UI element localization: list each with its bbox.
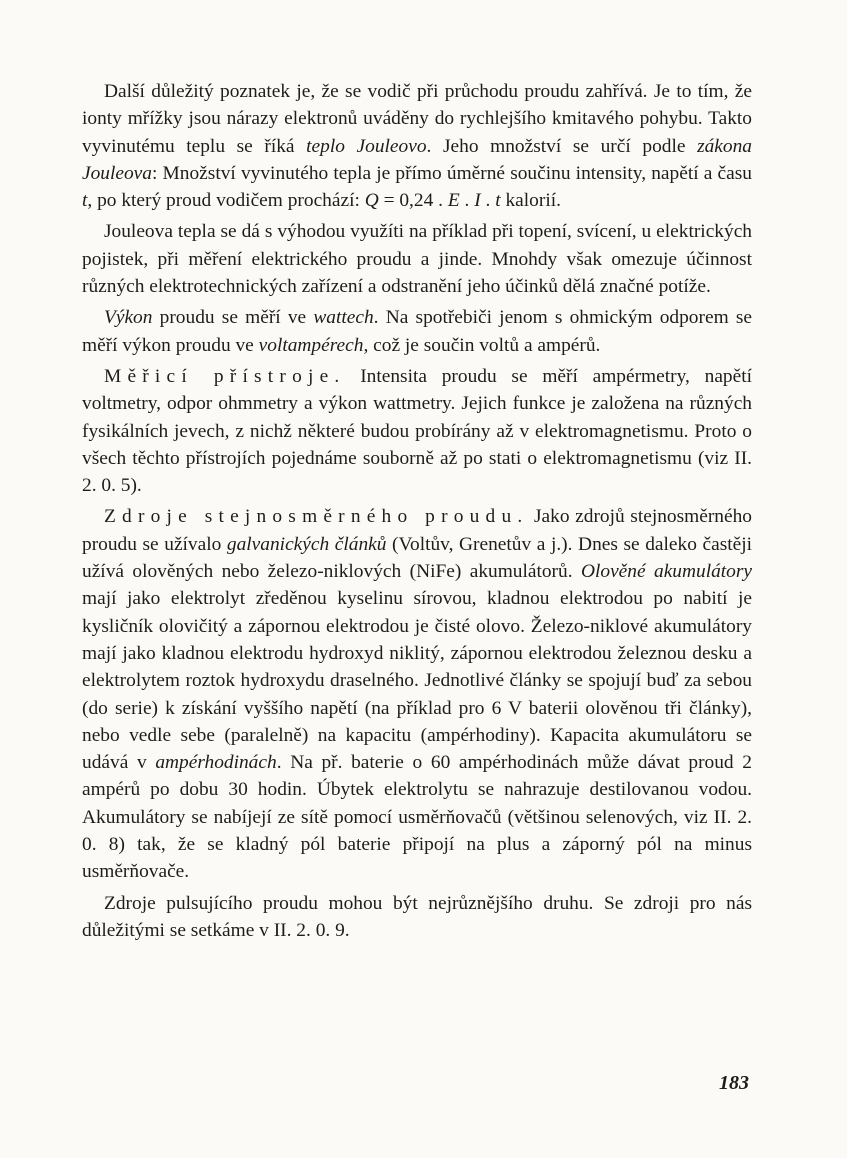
text-run: (Voltův, Grenetův a j.). Dnes se daleko častěji užívá olověných nebo železo-niklových (NiFe) akumulátorů.	[82, 533, 753, 583]
text-run: Další důležitý poznatek je, že se vodič při průchodu proudu zahřívá. Je to tím, že ionty mřížky jsou nárazy elektronů uváděny do rychlejšího kmitavého pohybu. Takto vyvinutému teplu se říká	[82, 81, 752, 157]
italic-term: Olověné akumulátory	[580, 561, 753, 583]
paragraph-power	[82, 304, 752, 359]
paragraph-dc-sources	[82, 503, 752, 885]
text-run: . Jeho množství se určí podle	[426, 135, 698, 157]
spaced-heading: Měřicí přístroje.	[104, 365, 346, 387]
italic-term: ampérhodinách	[155, 752, 277, 774]
paragraph-joule-uses	[82, 218, 752, 300]
text-run: kalorií.	[500, 190, 561, 212]
italic-term: t	[495, 190, 501, 212]
text-run: : Množství vyvinutého tepla je přímo úměrné součinu intensity, napětí a času	[152, 162, 752, 184]
text-run: Intensita proudu se měří ampérmetry, napětí voltmetry, odpor ohmmetry a výkon wattmetry. Jejich funkce je založena na různých fysikálních jevech, z nichž některé budou probírány až v elektromagnetismu. Proto o všech těchto přístrojích pojednáme souborně až po stati o elektromagnetismu (viz II. 2. 0. 5).	[82, 365, 752, 497]
text-run: . Na spotřebiči jenom s ohmickým odporem se měří výkon proudu ve	[82, 307, 752, 356]
text-run: , po který proud vodičem prochází:	[87, 190, 365, 212]
italic-term: wattech	[313, 307, 374, 329]
text-run: Zdroje pulsujícího proudu mohou být nejrůznějšího druhu. Se zdroji pro nás důležitými se setkáme v II. 2. 0. 9.	[82, 892, 752, 941]
italic-term: E	[447, 190, 460, 212]
text-run: proudu se měří ve	[152, 307, 314, 329]
page-number: 183	[719, 1072, 749, 1094]
paragraph-pulsing-sources	[82, 890, 752, 945]
italic-term: t	[82, 190, 88, 212]
text-run: .	[459, 190, 475, 212]
italic-term: I	[474, 190, 481, 212]
paragraph-joule-heat	[82, 78, 752, 214]
body-text	[82, 78, 752, 944]
text-run: = 0,24 .	[378, 190, 448, 212]
text-run: Jouleova tepla se dá s výhodou využíti na příklad při topení, svícení, u elektrických pojistek, při měření elektrického proudu a jinde. Mnohdy však omezuje účinnost různých elektrotechnických zařízení a odstranění jeho účinků dělá značné potíže.	[82, 221, 752, 298]
italic-term: galvanických článků	[226, 533, 387, 555]
italic-term: teplo Jouleovo	[306, 135, 427, 157]
text-run: .	[480, 190, 496, 212]
text-run: Jako zdrojů stejnosměrného proudu se užívalo	[82, 506, 752, 555]
italic-term: Q	[364, 190, 379, 212]
text-run: . Na př. baterie o 60 ampérhodinách může dávat proud 2 ampérů po dobu 30 hodin. Úbytek elektrolytu se nahrazuje destilovanou vodou. Akumulátory se nabíjejí ze sítě pomocí usměrňovačů (většinou selenových, viz II. 2. 0. 8) tak, že se kladný pól baterie připojí na plus a záporný pól na minus usměrňovače.	[82, 752, 752, 883]
spaced-heading: Zdroje stejnosměrného proudu.	[104, 506, 529, 528]
italic-term: zákona Jouleova	[82, 135, 752, 184]
text-run: což je součin voltů a ampérů.	[368, 334, 601, 356]
text-run: mají jako elektrolyt zředěnou kyselinu sírovou, kladnou elektrodou po nabití je kysličník olovičitý a zápornou elektrodou je čisté olovo. Železo-niklové akumulátory mají jako kladnou elektrodu hydroxyd niklitý, zápornou elektrodou železnou desku a elektrolytem roztok hydroxydu draselného. Jednotlivé články se spojují buď za sebou (do serie) k získání vyššího napětí (na příklad pro 6 V baterii olověnou tři články), nebo vedle sebe (paralelně) na kapacitu (ampérhodiny). Kapacita akumulátoru se udává v	[82, 588, 752, 774]
italic-term: Výkon	[104, 307, 153, 329]
paragraph-measuring-instruments	[82, 363, 752, 499]
italic-term: voltampérech,	[258, 334, 369, 356]
